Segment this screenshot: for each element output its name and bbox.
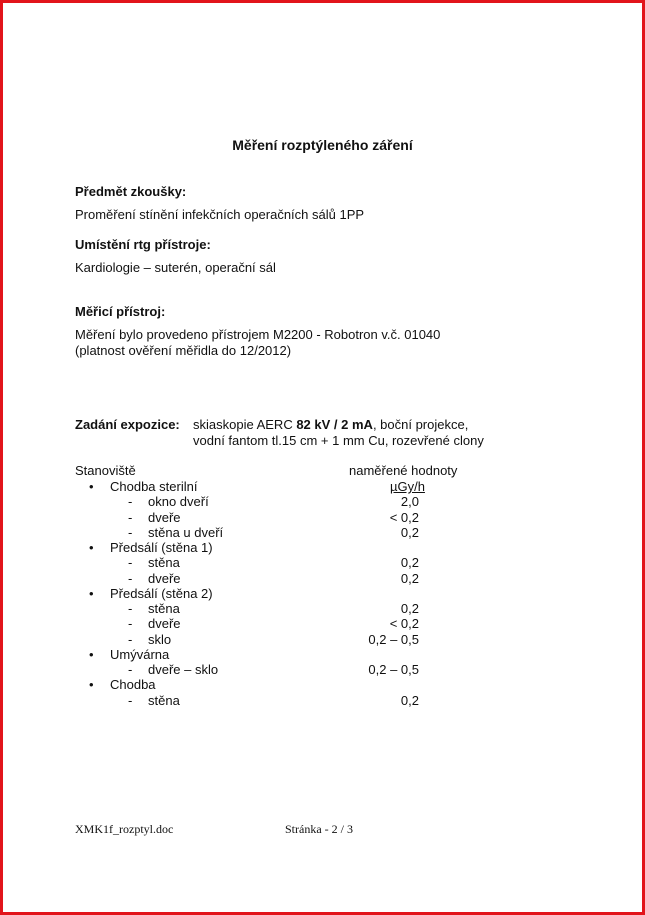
measured-value: 0,2 – 0,5 <box>368 631 419 647</box>
dash-marker: - <box>128 601 133 616</box>
dash-marker: - <box>128 692 133 708</box>
dash-marker: - <box>128 555 133 571</box>
measured-value: 0,2 <box>400 555 419 571</box>
measurement-point-label: dveře <box>148 616 181 632</box>
exposure-label: Zadání expozice: <box>75 417 180 432</box>
location-group-label: Chodba <box>110 677 156 693</box>
footer-page-number: Stránka - 2 / 3 <box>285 822 353 836</box>
subject-heading: Předmět zkoušky: <box>75 184 187 199</box>
exposure-line-1-start: skiaskopie AERC <box>193 417 297 432</box>
dash-marker: - <box>128 524 133 540</box>
values-column-header: naměřené hodnoty <box>349 463 458 478</box>
instrument-heading: Měřicí přístroj: <box>75 304 166 319</box>
measured-value: 0,2 <box>400 601 419 616</box>
location-group-label: Chodba sterilní <box>110 479 198 494</box>
measurement-point-label: dveře <box>148 509 181 525</box>
location-group-label: Předsálí (stěna 2) <box>110 585 213 601</box>
dash-marker: - <box>128 494 133 510</box>
unit-label: µGy/h <box>390 479 425 494</box>
bullet-icon: • <box>89 677 94 693</box>
measurement-point-label: okno dveří <box>148 494 209 510</box>
measurement-point-label: dveře <box>148 570 181 586</box>
subject-text: Proměření stínění infekčních operačních sálů 1PP <box>75 207 365 222</box>
location-column-header: Stanoviště <box>75 463 136 478</box>
exposure-line-2: vodní fantom tl.15 cm + 1 mm Cu, rozevřené clony <box>193 433 484 448</box>
measured-value: 2,0 <box>400 494 419 510</box>
measurement-point-label: stěna <box>148 692 180 708</box>
measurement-point-label: sklo <box>148 631 172 647</box>
instrument-line-1: Měření bylo provedeno přístrojem M2200 - Robotron v.č. 01040 <box>75 327 441 342</box>
instrument-line-2: (platnost ověření měřidla do 12/2012) <box>75 343 292 358</box>
bullet-icon: • <box>89 585 94 601</box>
measured-value: < 0,2 <box>389 616 419 632</box>
footer-filename: XMK1f_rozptyl.doc <box>75 822 174 836</box>
location-group-label: Umývárna <box>110 646 170 662</box>
measurement-point-label: stěna u dveří <box>148 524 224 540</box>
measured-value: 0,2 <box>400 570 419 586</box>
bullet-icon: • <box>89 479 94 494</box>
dash-marker: - <box>128 616 133 632</box>
measured-value: < 0,2 <box>389 509 419 525</box>
measured-value: 0,2 – 0,5 <box>368 662 419 677</box>
document-title: Měření rozptýleného záření <box>232 137 413 153</box>
dash-marker: - <box>128 509 133 525</box>
dash-marker: - <box>128 570 133 586</box>
exposure-line-1-end: , boční projekce, <box>372 417 469 432</box>
bullet-icon: • <box>89 540 94 555</box>
measured-value: 0,2 <box>400 524 419 540</box>
bullet-icon: • <box>89 646 94 662</box>
measurement-point-label: stěna <box>148 601 180 616</box>
dash-marker: - <box>128 662 133 677</box>
measurement-point-label: dveře – sklo <box>148 662 219 677</box>
exposure-line-1-bold: 82 kV / 2 mA <box>296 417 373 432</box>
measurement-point-label: stěna <box>148 555 180 571</box>
placement-text: Kardiologie – suterén, operační sál <box>75 260 276 275</box>
dash-marker: - <box>128 631 133 647</box>
exposure-line-1 <box>193 417 468 432</box>
placement-heading: Umístění rtg přístroje: <box>75 237 211 252</box>
measured-value: 0,2 <box>400 692 419 708</box>
location-group-label: Předsálí (stěna 1) <box>110 540 213 555</box>
